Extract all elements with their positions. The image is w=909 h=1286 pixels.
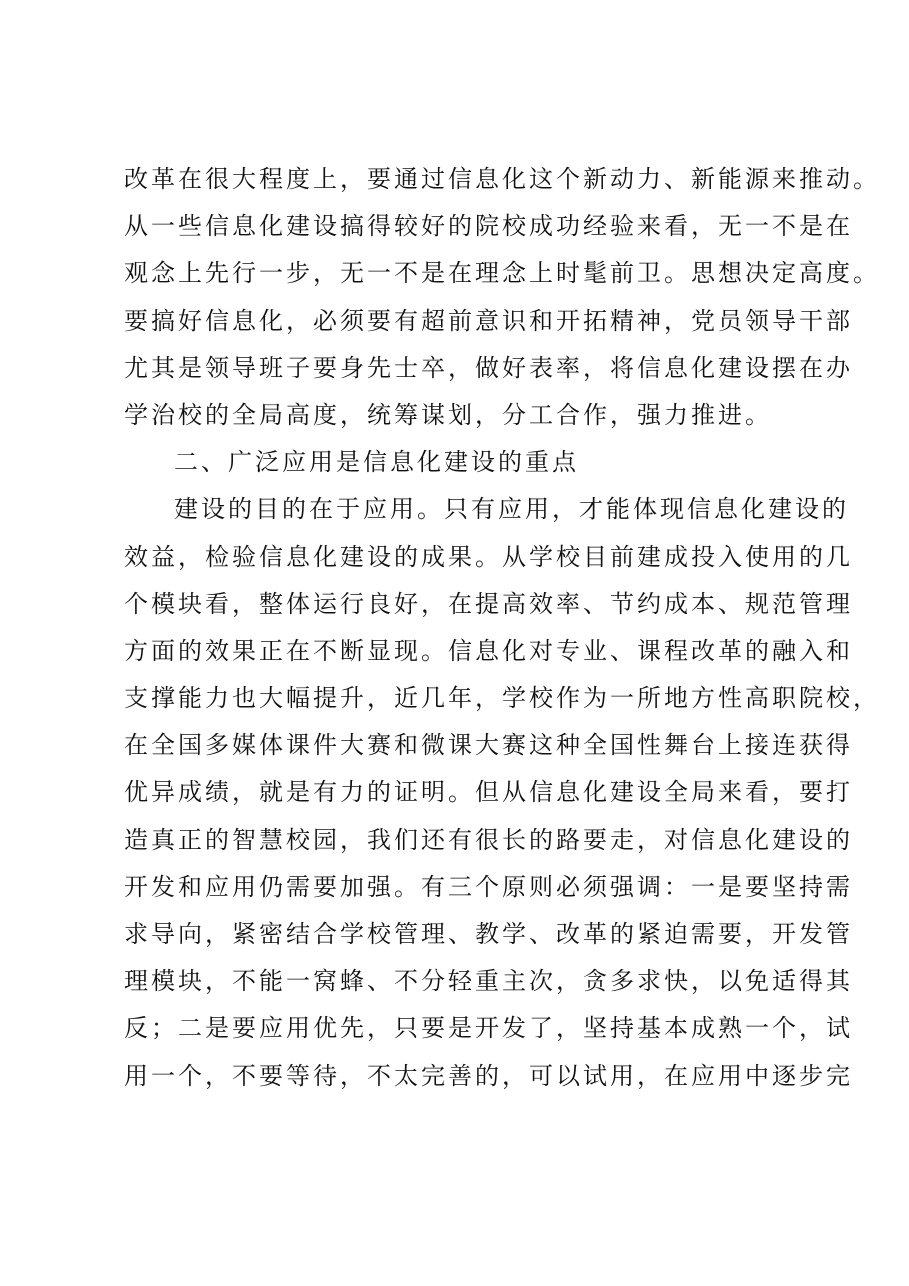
paragraph-line: 效益，检验信息化建设的成果。从学校目前建成投入使用的几 [124,542,853,571]
paragraph-line: 用一个，不要等待，不太完善的，可以试用，在应用中逐步完 [124,1061,853,1090]
paragraph-line: 方面的效果正在不断显现。信息化对专业、课程改革的融入和 [124,636,853,665]
paragraph-line: 支撑能力也大幅提升，近几年，学校作为一所地方性高职院校， [124,684,880,713]
section-heading: 二、广泛应用是信息化建设的重点 [174,448,579,477]
paragraph-line: 从一些信息化建设搞得较好的院校成功经验来看，无一不是在 [124,212,853,241]
paragraph-line: 学治校的全局高度，统筹谋划，分工合作，强力推进。 [124,400,772,429]
paragraph-line: 理模块，不能一窝蜂、不分轻重主次，贪多求快，以免适得其 [124,967,853,996]
paragraph-line: 开发和应用仍需要加强。有三个原则必须强调：一是要坚持需 [124,872,853,901]
body-text [124,156,880,1100]
paragraph-line: 反；二是要应用优先，只要是开发了，坚持基本成熟一个，试 [124,1014,853,1043]
paragraph-line: 个模块看，整体运行良好，在提高效率、节约成本、规范管理 [124,589,853,618]
paragraph-line: 在全国多媒体课件大赛和微课大赛这种全国性舞台上接连获得 [124,731,853,760]
paragraph-line: 改革在很大程度上，要通过信息化这个新动力、新能源来推动。 [124,165,880,193]
paragraph-line: 建设的目的在于应用。只有应用，才能体现信息化建设的 [174,495,849,524]
paragraph-line: 尤其是领导班子要身先士卒，做好表率，将信息化建设摆在办 [124,353,853,382]
paragraph-line: 造真正的智慧校园，我们还有很长的路要走，对信息化建设的 [124,825,853,854]
paragraph-line: 优异成绩，就是有力的证明。但从信息化建设全局来看，要打 [124,778,853,807]
paragraph-line: 观念上先行一步，无一不是在理念上时髦前卫。思想决定高度。 [124,259,880,288]
paragraph-line: 要搞好信息化，必须要有超前意识和开拓精神，党员领导干部 [124,306,853,335]
paragraph-line: 求导向，紧密结合学校管理、教学、改革的紧迫需要，开发管 [124,920,853,948]
